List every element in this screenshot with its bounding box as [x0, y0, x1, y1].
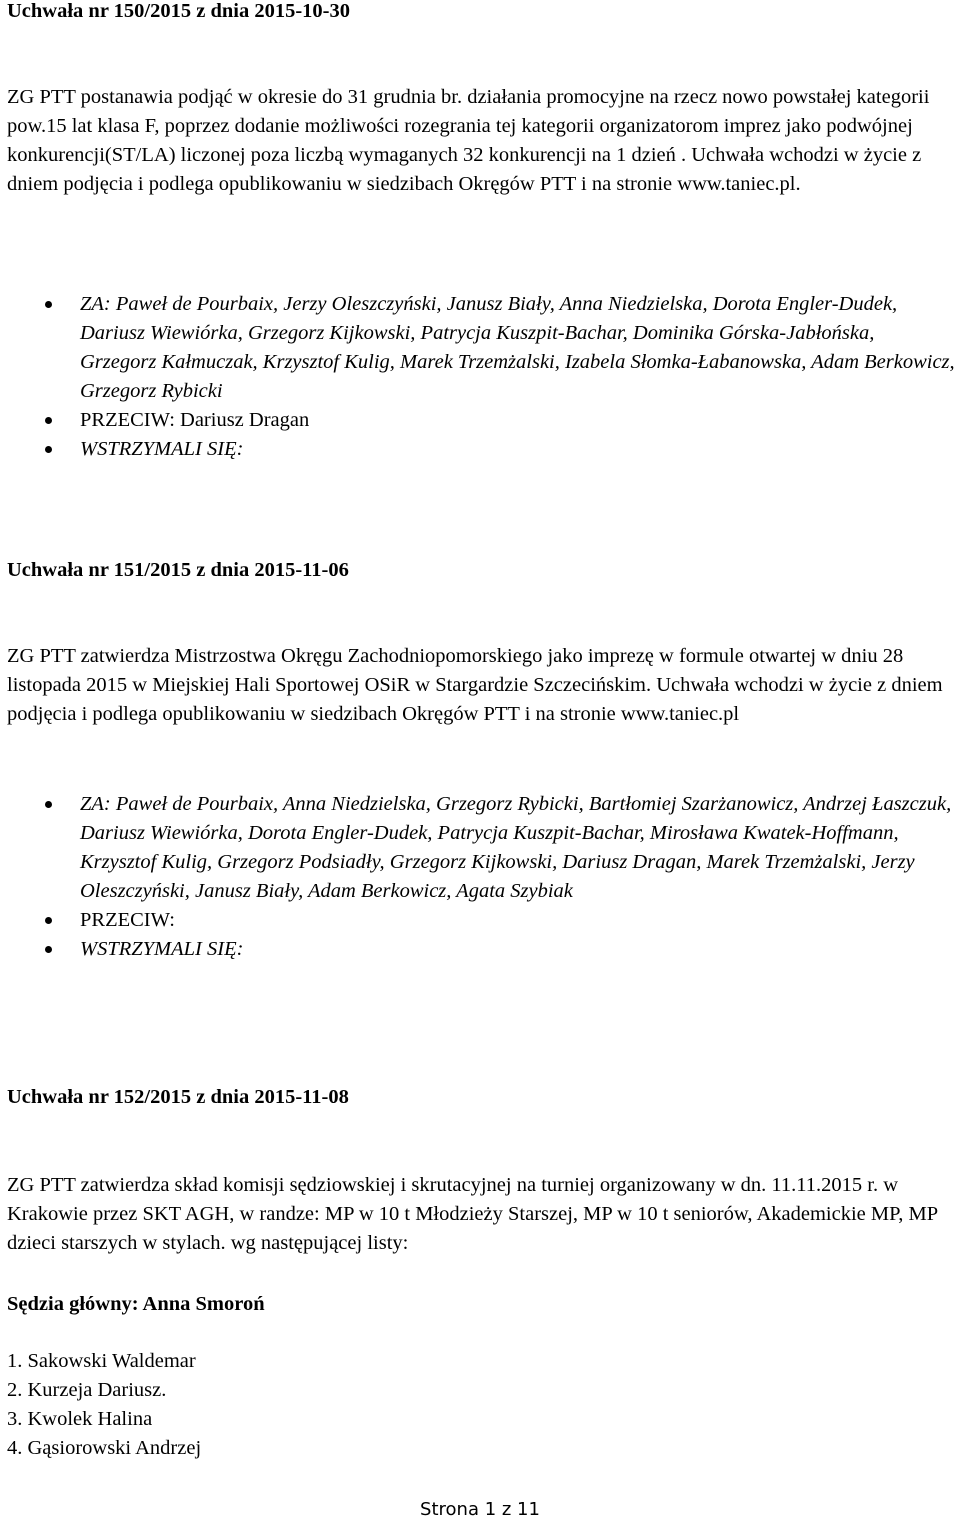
- page-number: Strona 1 z 11: [420, 1499, 540, 1520]
- bullet-icon: [45, 417, 52, 424]
- bullet-icon: [45, 946, 52, 953]
- votes-for: ZA: Paweł de Pourbaix, Jerzy Oleszczyński, Janusz Biały, Anna Niedzielska, Dorota Engler-Dudek, Dariusz Wiewiórka, Grzegorz Kijkowski, Patrycja Kuszpit-Bachar, Dominika Górska-Jabłońska, Grzegorz Kałmuczak, Krzysztof Kulig, Marek Trzemżalski, Izabela Słomka-Łabanowska, Adam Berkowicz, Grzegorz Rybicki: [7, 290, 955, 406]
- votes-for: ZA: Paweł de Pourbaix, Anna Niedzielska, Grzegorz Rybicki, Bartłomiej Szarżanowicz, Andrzej Łaszczuk, Dariusz Wiewiórka, Dorota Engler-Dudek, Patrycja Kuszpit-Bachar, Mirosława Kwatek-Hoffmann, Krzysztof Kulig, Grzegorz Podsiadły, Grzegorz Kijkowski, Dariusz Dragan, Marek Trzemżalski, Jerzy Oleszczyński, Janusz Biały, Adam Berkowicz, Agata Szybiak: [7, 790, 955, 906]
- bullet-icon: [45, 446, 52, 453]
- judge-item: 2. Kurzeja Dariusz.: [7, 1379, 167, 1401]
- judge-item: 3. Kwolek Halina: [7, 1408, 153, 1430]
- resolution-152-body: ZG PTT zatwierdza skład komisji sędziowskiej i skrutacyjnej na turniej organizowany w dn. 11.11.2015 r. w Krakowie przez SKT AGH, w randze: MP w 10 t Młodzieży Starszej, MP w 10 t seniorów, Akademickie MP, MP dzieci starszych w stylach. wg następującej listy:: [7, 1174, 938, 1254]
- resolution-150-body: ZG PTT postanawia podjąć w okresie do 31 grudnia br. działania promocyjne na rzecz nowo powstałej kategorii pow.15 lat klasa F, poprzez dodanie możliwości rozegrania tej kategorii organizatorom imprez jako podwójnej konkurencji(ST/LA) liczonej poza liczbą wymaganych 32 konkurencji na 1 dzień . Uchwała wchodzi w życie z dniem podjęcia i podlega opublikowaniu w siedzibach Okręgów PTT i na stronie www.taniec.pl.: [7, 86, 930, 195]
- resolution-151-votes: [7, 790, 955, 964]
- votes-abstain: WSTRZYMALI SIĘ:: [7, 935, 955, 964]
- resolution-150-title: Uchwała nr 150/2015 z dnia 2015-10-30: [7, 0, 351, 22]
- bullet-icon: [45, 301, 52, 308]
- judge-item: 4. Gąsiorowski Andrzej: [7, 1437, 202, 1459]
- votes-against: PRZECIW:: [7, 906, 955, 935]
- judge-item: 1. Sakowski Waldemar: [7, 1350, 196, 1372]
- resolution-152-title: Uchwała nr 152/2015 z dnia 2015-11-08: [7, 1086, 349, 1108]
- bullet-icon: [45, 917, 52, 924]
- judges-list: [7, 1347, 201, 1463]
- resolution-151-body: ZG PTT zatwierdza Mistrzostwa Okręgu Zachodniopomorskiego jako imprezę w formule otwartej w dniu 28 listopada 2015 w Miejskiej Hali Sportowej OSiR w Stargardzie Szczecińskim. Uchwała wchodzi w życie z dniem podjęcia i podlega opublikowaniu w siedzibach Okręgów PTT i na stronie www.taniec.pl: [7, 645, 943, 725]
- votes-against: PRZECIW: Dariusz Dragan: [7, 406, 955, 435]
- resolution-150-votes: [7, 290, 955, 464]
- chief-judge: Sędzia główny: Anna Smoroń: [7, 1293, 265, 1315]
- bullet-icon: [45, 801, 52, 808]
- resolution-151-title: Uchwała nr 151/2015 z dnia 2015-11-06: [7, 559, 349, 581]
- votes-abstain: WSTRZYMALI SIĘ:: [7, 435, 955, 464]
